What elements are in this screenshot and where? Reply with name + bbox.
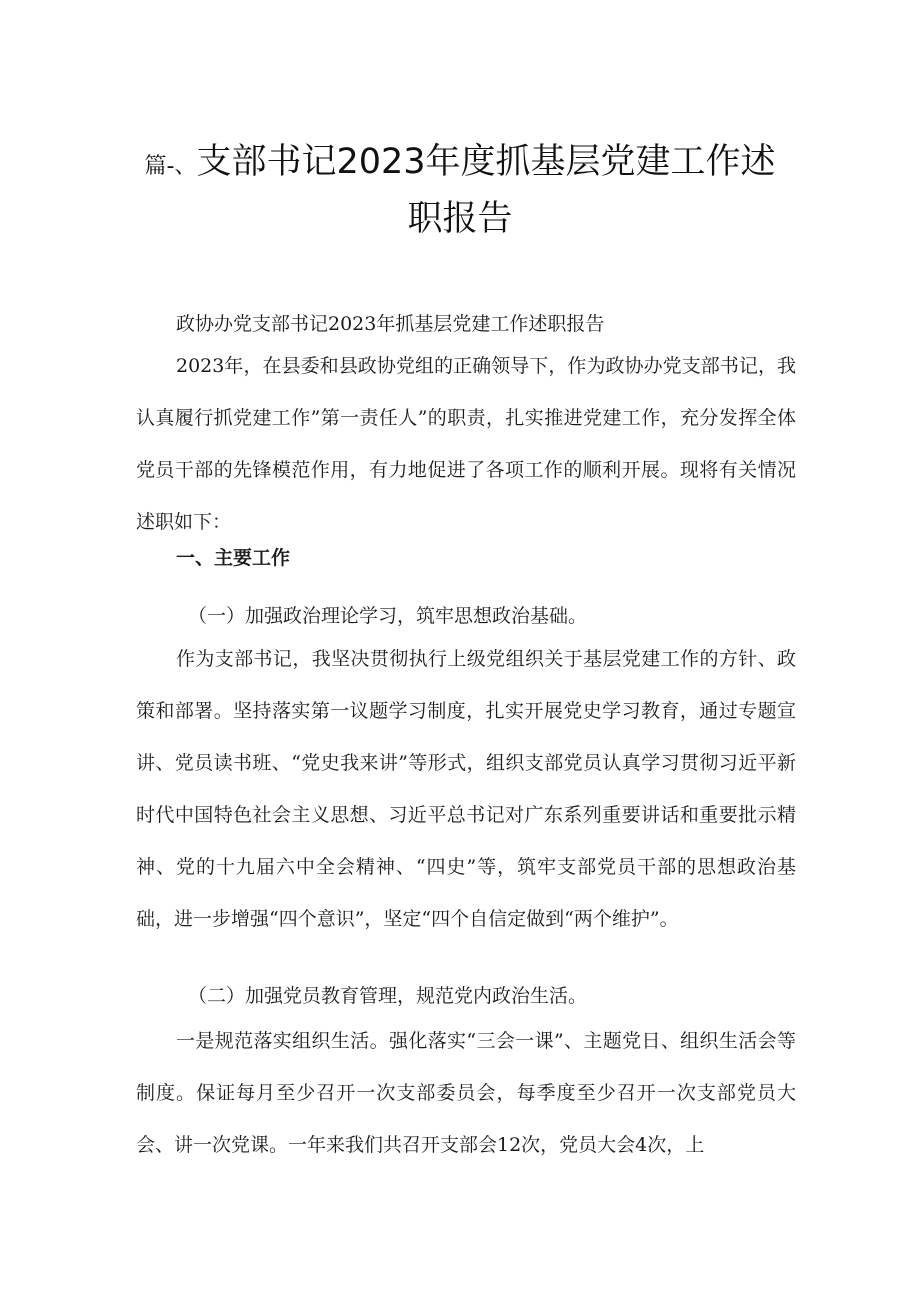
- title-prefix: 篇-、: [144, 154, 197, 179]
- title-main: 支部书记2023年度抓基层党建工作述: [196, 142, 776, 182]
- subsection-heading-1: （一）加强政治理论学习，筑牢思想政治基础。: [188, 605, 588, 627]
- report-subtitle: 政协办党支部书记2023年抓基层党建工作述职报告: [176, 313, 605, 335]
- section-heading-main-work: 一、主要工作: [176, 547, 291, 569]
- document-title-line2: 职报告: [407, 199, 513, 239]
- intro-paragraph: 2023年，在县委和县政协党组的正确领导下，作为政协办党支部书记，我认真履行抓党建工作”第一责任人”的职责，扎实推进党建工作，充分发挥全体党员干部的先锋模范作用，有力地促进了各项工作的顺利开展。现将有关情况述职如下：: [136, 355, 796, 533]
- subsection-heading-2: （二）加强党员教育管理，规范党内政治生活。: [188, 985, 588, 1007]
- document-title-line1: [0, 140, 920, 189]
- subsection-body-1: 作为支部书记，我坚决贯彻执行上级党组织关于基层党建工作的方针、政策和部署。坚持落实第一议题学习制度，扎实开展党史学习教育，通过专题宣讲、党员读书班、“党史我来讲”等形式，组织支部党员认真学习贯彻习近平新时代中国特色社会主义思想、习近平总书记对广东系列重要讲话和重要批示精神、党的十九届六中全会精神、“四史”等，筑牢支部党员干部的思想政治基础，进一步增强“四个意识”，坚定“四个自信定做到“两个维护”。: [136, 648, 796, 930]
- subsection-body-2: 一是规范落实组织生活。强化落实“三会一课”、主题党日、组织生活会等制度。保证每月至少召开一次支部委员会，每季度至少召开一次支部党员大会、讲一次党课。一年来我们共召开支部会12次，党员大会4次，上: [136, 1030, 796, 1156]
